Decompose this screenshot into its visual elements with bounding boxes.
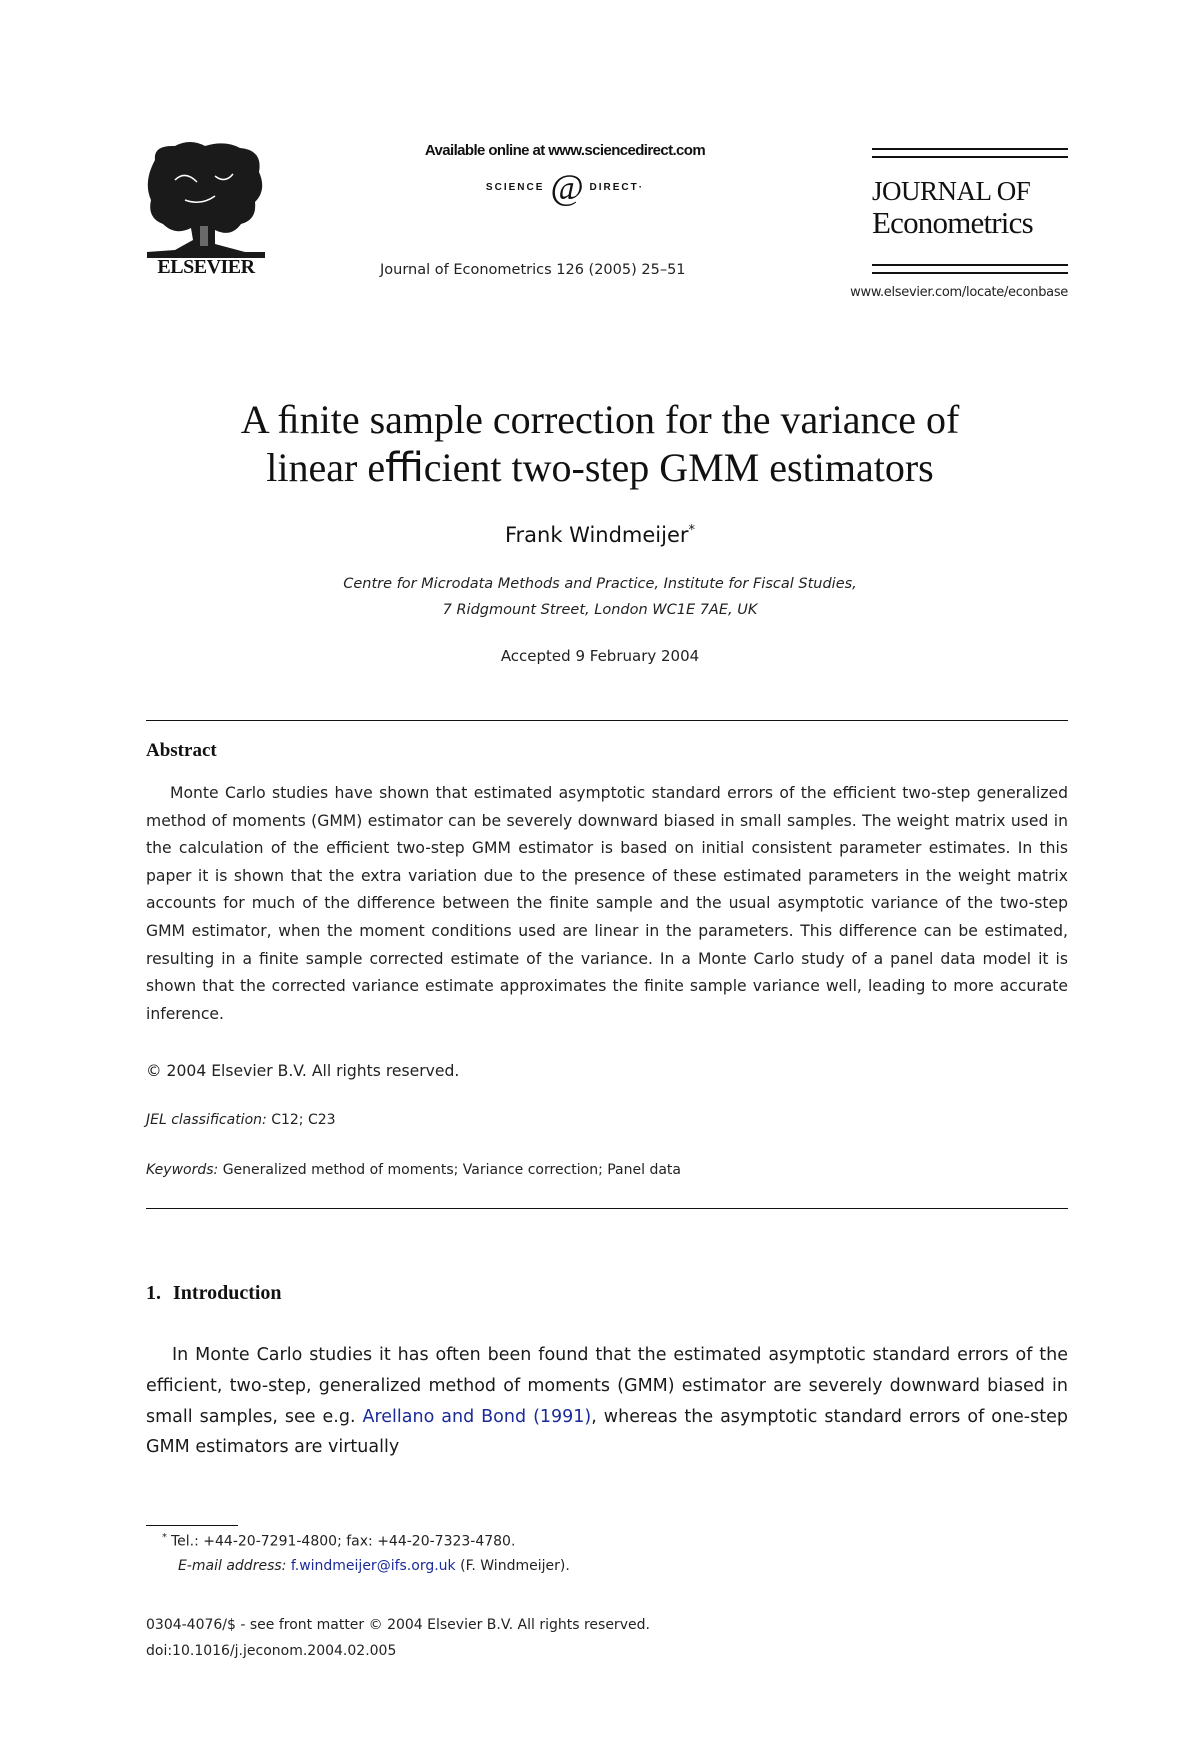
available-online-text: Available online at www.sciencedirect.com	[424, 142, 706, 159]
intro-text-before: In Monte Carlo studies it has often been found that the estimated asymptotic standard errors of the eﬃcient, two-step, generalized method of moments (GMM) estimator are severely downward biased in small samples, see e.g.	[146, 1345, 1068, 1427]
journal-url[interactable]: www.elsevier.com/locate/econbase	[850, 285, 1068, 300]
accepted-date: Accepted 9 February 2004	[500, 647, 700, 665]
section-title: Introduction	[173, 1282, 282, 1304]
jel-classification	[146, 1112, 336, 1128]
journal-name-line2: Econometrics	[872, 205, 1033, 240]
sciencedirect-header	[360, 142, 770, 205]
sciencedirect-logo	[360, 169, 770, 205]
introduction-body	[146, 1340, 1068, 1463]
publisher-wordmark: ELSEVIER	[157, 256, 255, 278]
journal-rule-top-2	[872, 156, 1068, 158]
footnote-email	[178, 1558, 570, 1574]
sd-left-word: SCIENCE	[485, 181, 545, 193]
journal-name	[872, 176, 1072, 238]
issn-line: 0304-4076/$ - see front matter © 2004 Elsevier B.V. All rights reserved.	[146, 1617, 650, 1633]
sd-right-word: DIRECT·	[589, 181, 645, 193]
jel-label: JEL classiﬁcation:	[146, 1112, 267, 1128]
footnote-contact	[162, 1532, 515, 1550]
title-line-1: A ﬁnite sample correction for the variance of	[240, 397, 960, 442]
keywords-label: Keywords:	[146, 1162, 219, 1178]
affiliation-line-1: Centre for Microdata Methods and Practice, Institute for Fiscal Studies,	[343, 576, 857, 592]
author-footnote-mark[interactable]: *	[688, 523, 696, 538]
intro-text-after: , whereas the asymptotic standard errors of one-step GMM estimators are virtually	[146, 1406, 1068, 1458]
abstract-heading: Abstract	[146, 740, 217, 761]
footnote-tel: Tel.: +44-20-7291-4800; fax: +44-20-7323-4780.	[171, 1533, 516, 1550]
journal-rule-top-1	[872, 148, 1068, 150]
abstract-body	[146, 780, 1068, 1028]
keywords	[146, 1162, 681, 1178]
footnote-mark: *	[162, 1532, 167, 1543]
abstract-bottom-rule	[146, 1208, 1068, 1209]
sd-at-icon: @	[550, 167, 584, 207]
abstract-copyright: © 2004 Elsevier B.V. All rights reserved.	[146, 1062, 460, 1080]
author-name	[100, 523, 1100, 547]
footnote-rule	[146, 1525, 238, 1526]
introduction-paragraph	[146, 1340, 1068, 1463]
title-line-2: linear eﬃcient two-step GMM estimators	[266, 445, 934, 490]
jel-value: C12; C23	[271, 1112, 336, 1128]
abstract-top-rule	[146, 720, 1068, 721]
email-after: (F. Windmeijer).	[455, 1558, 570, 1574]
article-title	[100, 396, 1100, 492]
journal-rule-bottom-2	[872, 272, 1068, 274]
abstract-text: Monte Carlo studies have shown that estimated asymptotic standard errors of the eﬃcient two-step generalized method of moments (GMM) estimator can be severely downward biased in small samples. The weight matrix used in the calculation of the eﬃcient two-step GMM estimator is based on initial consistent parameter estimates. In this paper it is shown that the extra variation due to the presence of these estimated parameters in the weight matrix accounts for much of the diﬀerence between the ﬁnite sample and the usual asymptotic variance of the two-step GMM estimator, when the moment conditions used are linear in the parameters. This diﬀerence can be estimated, resulting in a ﬁnite sample corrected estimate of the variance. In a Monte Carlo study of a panel data model it is shown that the corrected variance estimate approximates the ﬁnite sample variance well, leading to more accurate inference.	[146, 784, 1068, 1023]
section-number: 1.	[146, 1282, 161, 1304]
journal-citation: Journal of Econometrics 126 (2005) 25–51	[380, 262, 686, 278]
citation-link[interactable]: Arellano and Bond (1991)	[362, 1406, 592, 1427]
doi-line: doi:10.1016/j.jeconom.2004.02.005	[146, 1643, 397, 1659]
affiliation-line-2: 7 Ridgmount Street, London WC1E 7AE, UK	[442, 602, 758, 618]
keywords-value: Generalized method of moments; Variance correction; Panel data	[222, 1162, 681, 1178]
email-link[interactable]: f.windmeijer@ifs.org.uk	[290, 1558, 456, 1574]
journal-name-line1: JOURNAL OF	[872, 176, 1031, 206]
journal-rule-bottom-1	[872, 264, 1068, 266]
introduction-heading	[146, 1282, 282, 1305]
author-text: Frank Windmeijer	[504, 523, 689, 547]
email-label: E-mail address:	[178, 1558, 287, 1574]
affiliation	[100, 571, 1100, 623]
